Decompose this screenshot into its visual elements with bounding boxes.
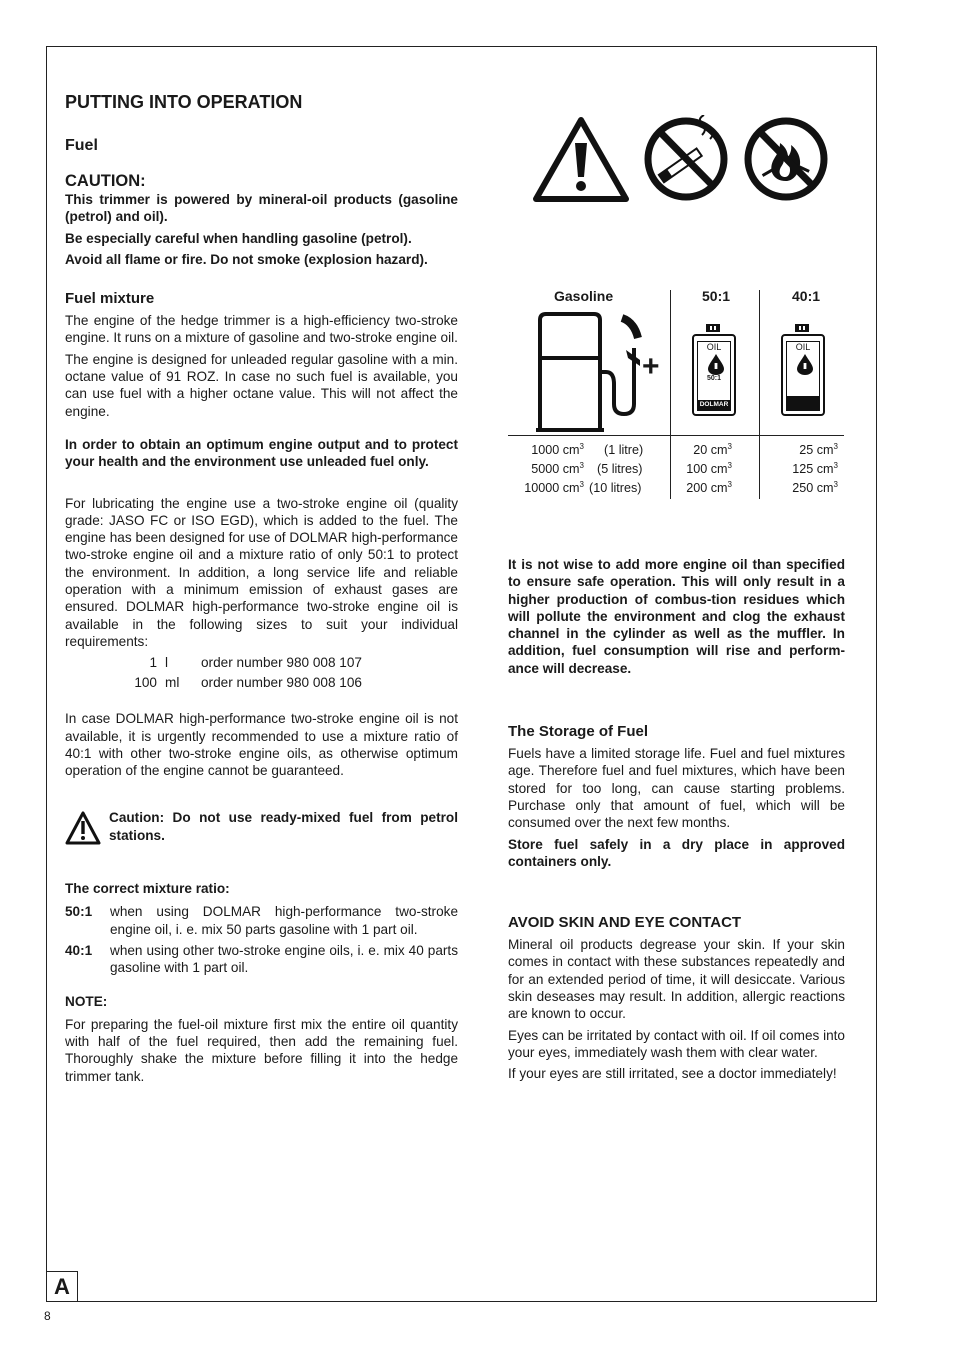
- gasoline-volume: [531, 460, 584, 480]
- table-row: [508, 479, 844, 499]
- table-row: [508, 460, 844, 480]
- gasoline-litres: (5 litres): [597, 462, 643, 476]
- unit-exponent: 3: [727, 441, 732, 451]
- generic-oil-bottle: [781, 324, 825, 416]
- order-unit: l: [165, 654, 169, 670]
- table-row: [508, 441, 844, 461]
- bottle-label: [697, 341, 731, 411]
- ready-mixed-fuel-caution: Caution: Do not use ready-mixed fuel from petrol stations.: [109, 810, 458, 843]
- gasoline-volume: [531, 441, 584, 461]
- bottle-cap: [795, 324, 809, 332]
- fuel-mixture-paragraph-1: The engine of the hedge trimmer is a high-efficiency two-stroke engine. It runs on a mixture of gasoline and two-stroke engine oil.: [65, 313, 458, 346]
- unit-exponent: 3: [833, 460, 838, 470]
- ratio-50-column-header: 50:1: [702, 288, 731, 304]
- bottle-ratio-text: 50:1: [706, 375, 721, 382]
- bottle-body: [781, 334, 825, 416]
- oil-50-volume: [686, 460, 732, 480]
- bottle-dark-band: [787, 396, 819, 410]
- warning-triangle-icon: [65, 811, 101, 845]
- order-unit: ml: [165, 674, 180, 690]
- gasoline-litres: (10 litres): [589, 481, 642, 495]
- gasoline-amount: 1000: [531, 443, 560, 457]
- mixture-ratio-heading: The correct mixture ratio:: [65, 881, 230, 897]
- oil-40-volume: [799, 441, 838, 461]
- bottle-brand-text: DOLMAR: [699, 401, 729, 408]
- caution-line-3: Avoid all flame or fire. Do not smoke (explosion hazard).: [65, 251, 428, 267]
- ratio-row: [65, 903, 458, 938]
- ratio-text: when using other two-stroke engine oils, i. e. mix 40 parts gasoline with 1 part oil.: [110, 942, 458, 976]
- excess-oil-warning: It is not wise to add more engine oil than specified to ensure safe operation. This will only result in a higher production of combus-tion residues which will pollute the environment and clog the exhaust channel in the cylinder as well as the muffler. In addition, fuel consumption will rise and perform-ance will decrease.: [508, 557, 845, 676]
- unit: cm: [816, 481, 834, 495]
- oil-amount: 20: [693, 443, 708, 457]
- lubrication-paragraph: For lubricating the engine use a two-stroke engine oil (quality grade: JASO FC or ISO EGD), which is added to the fuel. The engine has been designed for use of DOLMAR high-performance two-stroke engine oil and a mixture ratio of only 50:1 to protect the environment. In addition, a long service life and reliable operation with a minimum emission of exhaust gases are ensured. DOLMAR high-performance two-stroke engine oil is available in the following sizes to suit your individual requirements:: [65, 495, 458, 649]
- unit: cm: [816, 462, 834, 476]
- storage-heading: The Storage of Fuel: [508, 723, 649, 741]
- ratio-text: when using DOLMAR high-performance two-stroke engine oil, i. e. mix 50 parts gasoline with 1 part oil.: [110, 904, 458, 937]
- order-row: [65, 672, 458, 692]
- gasoline-volume: [524, 479, 584, 499]
- no-open-flame-icon: [748, 121, 824, 197]
- oil-50-volume: [686, 479, 732, 499]
- ratio-40-column-header: 40:1: [792, 288, 821, 304]
- note-text: For preparing the fuel-oil mixture first mix the entire oil quantity with half of the fuel required, then add the remaining fuel. Thoroughly shake the mixture before filling it into the hedge trimmer tank.: [65, 1016, 458, 1084]
- note-heading: NOTE:: [65, 993, 108, 1009]
- bottle-oil-text: OIL: [795, 342, 811, 352]
- page-title: PUTTING INTO OPERATION: [65, 92, 303, 112]
- unit: cm: [816, 443, 834, 457]
- gasoline-amount: 10000: [524, 481, 560, 495]
- caution-line-1: This trimmer is powered by mineral-oil products (gasoline (petrol) and oil).: [65, 192, 458, 225]
- unit: cm: [562, 462, 580, 476]
- caution-line-2: Be especially careful when handling gasoline (petrol).: [65, 230, 412, 246]
- order-qty: 1: [149, 654, 157, 670]
- oil-amount: 100: [686, 462, 708, 476]
- oil-amount: 200: [686, 481, 708, 495]
- bottle-label: [786, 341, 820, 411]
- gasoline-column-header: Gasoline: [554, 288, 614, 304]
- order-qty: 100: [134, 674, 157, 690]
- plus-sign: +: [642, 350, 660, 383]
- oil-40-volume: [792, 460, 838, 480]
- ratio-key: 50:1: [65, 904, 93, 920]
- fuel-heading: Fuel: [65, 137, 98, 154]
- unit: cm: [710, 443, 728, 457]
- order-number: order number 980 008 106: [201, 674, 362, 690]
- storage-bold-note: Store fuel safely in a dry place in approved containers only.: [508, 836, 845, 869]
- fuel-mixture-heading: Fuel mixture: [65, 290, 155, 308]
- oil-40-volume: [792, 479, 838, 499]
- oil-50-volume: [693, 441, 732, 461]
- unit: cm: [562, 443, 580, 457]
- oil-drop-icon: [698, 353, 734, 375]
- order-row: [65, 652, 458, 672]
- bottle-body: [692, 334, 736, 416]
- gasoline-litres: (1 litre): [604, 443, 644, 457]
- bottle-cap: [706, 324, 720, 332]
- warning-triangle-icon: [536, 120, 626, 199]
- right-column: [508, 556, 845, 1087]
- safety-symbols: [530, 115, 830, 205]
- ratio-row: [65, 942, 458, 977]
- fuel-mixture-table: [508, 288, 846, 500]
- caution-heading: CAUTION:: [65, 172, 146, 190]
- unit-exponent: 3: [833, 479, 838, 489]
- page-number: 8: [44, 1309, 51, 1323]
- skin-eye-heading: AVOID SKIN AND EYE CONTACT: [508, 914, 742, 932]
- skin-paragraph-3: If your eyes are still irritated, see a doctor immediately!: [508, 1066, 837, 1082]
- unit-exponent: 3: [579, 441, 584, 451]
- unit: cm: [562, 481, 580, 495]
- dolmar-oil-bottle: [692, 324, 736, 416]
- oil-drop-icon: [787, 353, 823, 375]
- oil-amount: 25: [799, 443, 814, 457]
- skin-paragraph-2: Eyes can be irritated by contact with oil. If oil comes into your eyes, immediately wash them with clear water.: [508, 1027, 845, 1060]
- order-number: order number 980 008 107: [201, 654, 362, 670]
- fallback-oil-paragraph: In case DOLMAR high-performance two-stroke engine oil is not available, it is urgently recommended to use a mixture ratio of 40:1 with other two-stroke engine oils, as otherwise optimum operation of the engine cannot be guaranteed.: [65, 711, 458, 779]
- unleaded-fuel-note: In order to obtain an optimum engine output and to protect your health and the environment use unleaded fuel only.: [65, 436, 458, 470]
- fuel-pump-icon: [536, 310, 646, 432]
- bottle-oil-text: OIL: [706, 342, 722, 352]
- left-column: [65, 90, 458, 1089]
- table-rule: [508, 435, 844, 436]
- fuel-mixture-paragraph-2: The engine is designed for unleaded regular gasoline with a min. octane value of 91 ROZ. In case no such fuel is available, you can use fuel with a higher octane value. This will not affect the engine.: [65, 351, 458, 419]
- unit-exponent: 3: [579, 479, 584, 489]
- skin-paragraph-1: Mineral oil products degrease your skin. If your skin comes in contact with these substances repeatedly and for an extended period of time, it will desiccate. Various skin deseases may result. In addition, allergic reactions are known to occur.: [508, 937, 845, 1022]
- caution-box: [65, 809, 458, 848]
- no-smoking-icon: [648, 115, 724, 197]
- unit-exponent: 3: [727, 479, 732, 489]
- storage-paragraph: Fuels have a limited storage life. Fuel and fuel mixtures age. Therefore fuel and fuel mixtures, which have been stored for too long, can cause starting problems. Purchase only that amount of fuel, which will be consumed over the next few months.: [508, 746, 845, 831]
- unit: cm: [710, 481, 728, 495]
- oil-amount: 125: [792, 462, 814, 476]
- section-tag: A: [46, 1271, 78, 1302]
- ratio-key: 40:1: [65, 942, 93, 958]
- unit-exponent: 3: [727, 460, 732, 470]
- unit-exponent: 3: [579, 460, 584, 470]
- unit: cm: [710, 462, 728, 476]
- unit-exponent: 3: [833, 441, 838, 451]
- gasoline-amount: 5000: [531, 462, 560, 476]
- order-number-list: [65, 652, 458, 692]
- oil-amount: 250: [792, 481, 814, 495]
